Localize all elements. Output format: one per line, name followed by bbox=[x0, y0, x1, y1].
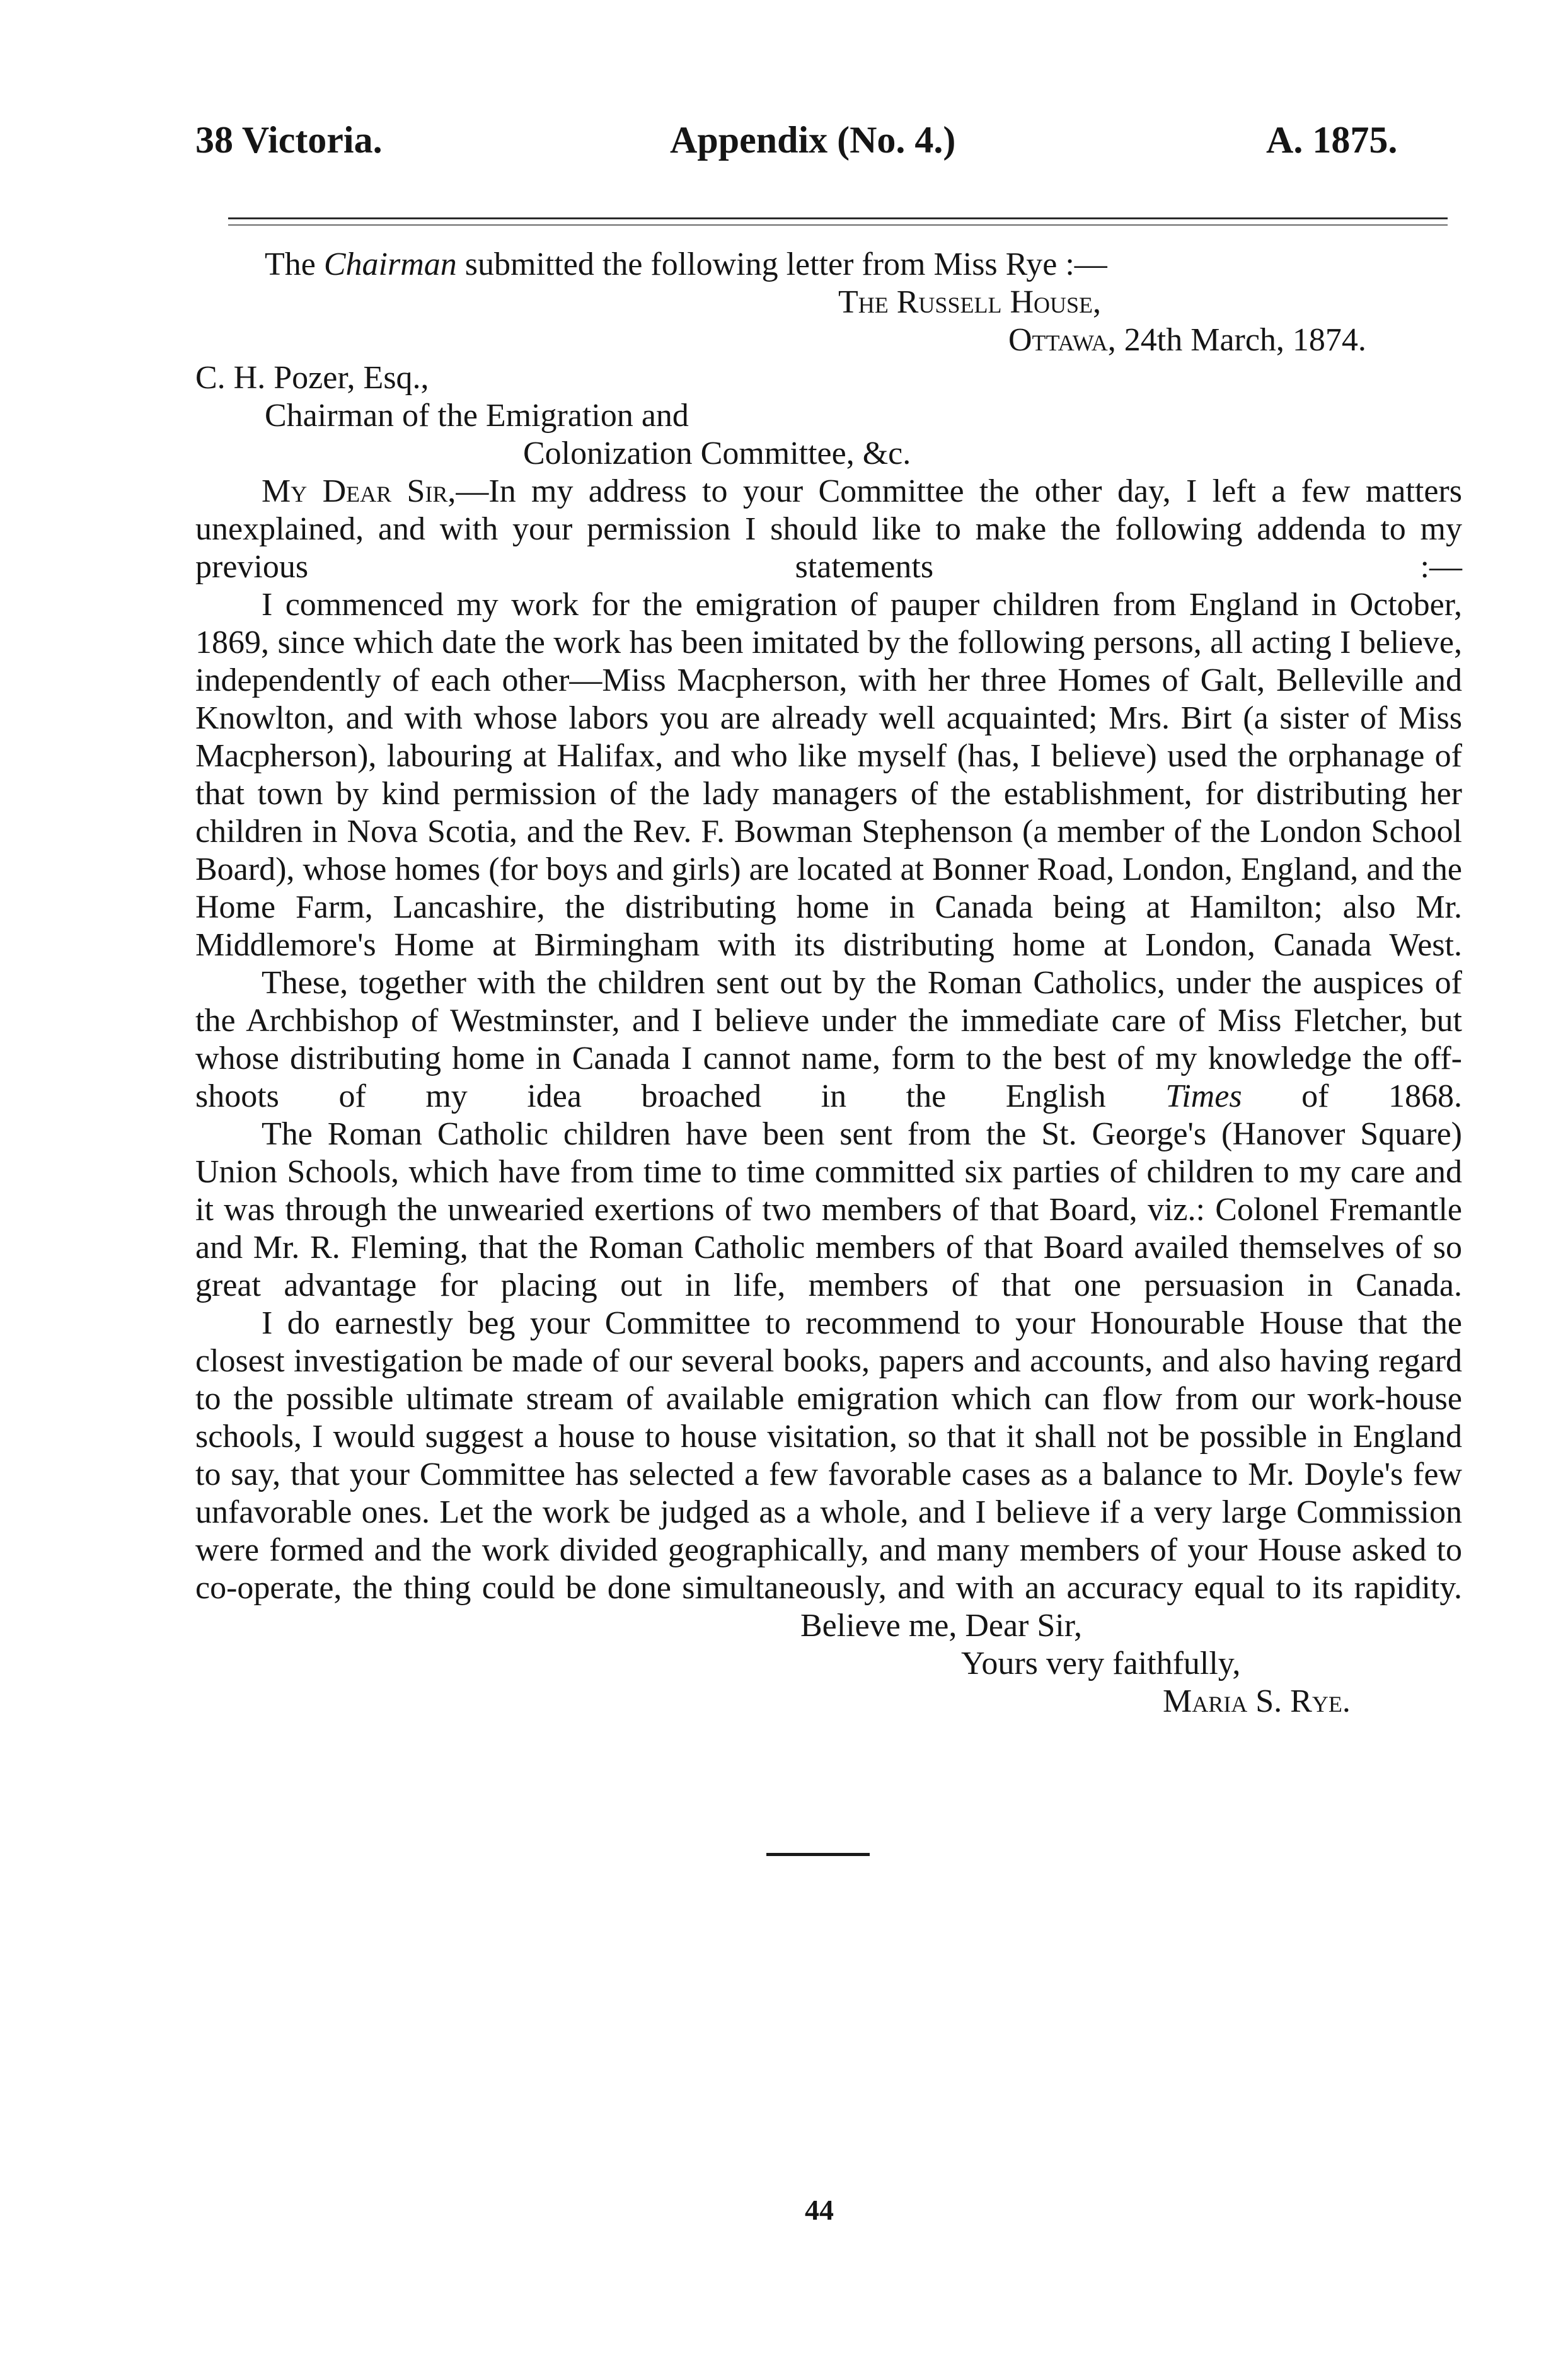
intro-chairman: Chairman bbox=[323, 246, 457, 282]
header-left: 38 Victoria. bbox=[195, 119, 383, 161]
paragraph-1 bbox=[195, 473, 1462, 586]
closing-line-1: Believe me, Dear Sir, bbox=[800, 1608, 1082, 1644]
closing-line-2: Yours very faithfully, bbox=[961, 1646, 1241, 1681]
paragraph-3-times: Times bbox=[1165, 1078, 1242, 1114]
document-body bbox=[195, 246, 1462, 1721]
paragraph-3-text-b: of 1868. bbox=[1242, 1078, 1462, 1114]
address-date: , 24th March, 1874. bbox=[1107, 322, 1366, 358]
intro-lead: The bbox=[265, 246, 324, 282]
footer-rule bbox=[766, 1853, 870, 1856]
intro-rest: submitted the following letter from Miss Rye :— bbox=[456, 246, 1107, 282]
paragraph-5: I do earnestly beg your Committee to recommend to your Honourable House that the closest investigation be made of our several books, papers and accounts, and also having regard to the possible ultimate stream of available emigration which can flow from our work-house schools, I would suggest a house to house visitation, so that it shall not be possible in England to say, that your Committee has selected a few favorable cases as a balance to Mr. Doyle's few unfavorable ones. Let the work be judged as a whole, and I believe if a very large Commission were formed and the work divided geographically, and many members of your House asked to co-operate, the thing could be done simultaneously, and with an accuracy equal to its rapidity. bbox=[195, 1305, 1462, 1606]
recipient-title-1: Chairman of the Emigration and bbox=[265, 398, 689, 434]
address-line-2 bbox=[195, 321, 1462, 359]
paragraph-4: The Roman Catholic children have been sent from the St. George's (Hanover Square) Union Schools, which have from time to time committed six parties of children to my care and it was through the unwearied exertions of two members of that Board, viz.: Colonel Fremantle and Mr. R. Fleming, that the Roman Catholic members of that Board availed themselves of so great advantage for placing out in life, members of that one persuasion in Canada. bbox=[195, 1116, 1462, 1303]
paragraph-2: I commenced my work for the emigration of pauper children from England in October, 1869, since which date the work has been imitated by the following persons, all acting I believe, independently of each other—Miss Macpherson, with her three Homes of Galt, Belleville and Knowlton, and with whose labors you are already well acquainted; Mrs. Birt (a sister of Miss Macpherson), labouring at Halifax, and who like myself (has, I believe) used the orphanage of that town by kind permission of the lady managers of the establishment, for distributing her children in Nova Scotia, and the Rev. F. Bowman Stephenson (a member of the London School Board), whose homes (for boys and girls) are located at Bonner Road, London, England, and the Home Farm, Lancashire, the distributing home in Canada being at Hamilton; also Mr. Middlemore's Home at Birmingham with its distributing home at London, Canada West. bbox=[195, 587, 1462, 963]
recipient-title-2: Colonization Committee, &c. bbox=[523, 435, 911, 471]
address-line-1: The Russell House, bbox=[838, 284, 1102, 320]
signature: Maria S. Rye. bbox=[1163, 1683, 1351, 1719]
salutation: My Dear Sir, bbox=[262, 473, 456, 509]
header-rule bbox=[228, 217, 1448, 226]
header-right: A. 1875. bbox=[1266, 119, 1398, 161]
paragraph-3-text-a: These, together with the children sent out by the Roman Catholics, under the auspices of the Archbishop of Westminster, and I believe under the immediate care of Miss Fletcher, but whose distributing home in Canada I cannot name, form to the best of my knowledge the off-shoots of my idea broached in the English bbox=[195, 965, 1462, 1114]
recipient-name: C. H. Pozer, Esq., bbox=[195, 360, 429, 396]
paragraph-1-text: —In my address to your Committee the other day, I left a few matters unexplained, and with your permission I should like to make the following addenda to my previous statements :— bbox=[195, 473, 1462, 585]
page-number: 44 bbox=[805, 2194, 834, 2226]
intro-line bbox=[195, 246, 1462, 284]
address-city: Ottawa bbox=[1008, 322, 1108, 358]
header-center: Appendix (No. 4.) bbox=[670, 119, 956, 161]
paragraph-3 bbox=[195, 964, 1462, 1116]
